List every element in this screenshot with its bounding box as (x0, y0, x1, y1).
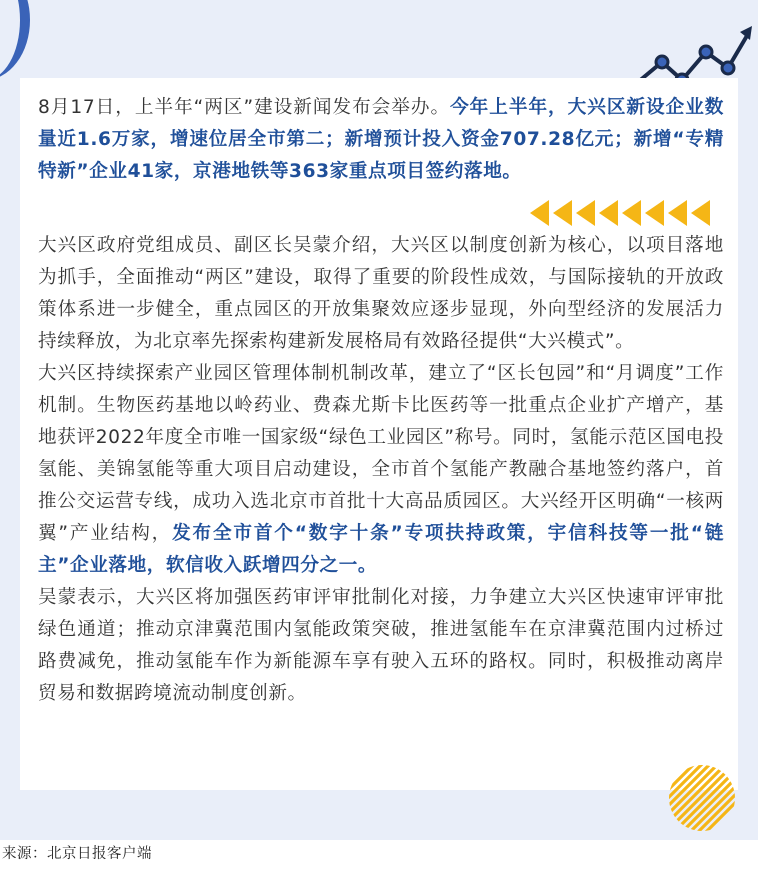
paragraph-2: 大兴区政府党组成员、副区长吴蒙介绍，大兴区以制度创新为核心，以项目落地为抓手，全面推动“两区”建设，取得了重要的阶段性成效，与国际接轨的开放政策体系进一步健全，重点园区的开放集聚效应逐步显现，外向型经济的发展活力持续释放，为北京率先探索构建新发展格局有效路径提供“大兴模式”。 (38, 235, 724, 352)
paragraph-3-highlight: 发布全市首个“数字十条”专项扶持政策，宇信科技等一批“链主”企业落地，软信收入跃增四分之一。 (38, 523, 724, 576)
left-arrow-icon (599, 200, 618, 226)
left-arrow-icon (668, 200, 687, 226)
article-body (38, 92, 724, 710)
left-arrow-icon (530, 200, 549, 226)
intro-text: 8月17日，上半年“两区”建设新闻发布会举办。 (38, 97, 451, 118)
left-arrow-icon (645, 200, 664, 226)
intro-highlight: 今年上半年，大兴区新设企业数量近1.6万家，增速位居全市第二；新增预计投入资金707.28亿元；新增“专精特新”企业41家，京港地铁等363家重点项目签约落地。 (38, 97, 725, 182)
left-arrow-icon (691, 200, 710, 226)
source-caption: 来源：北京日报客户端 (2, 846, 152, 862)
left-arrow-icon (622, 200, 641, 226)
paragraph-3 (38, 358, 724, 582)
paragraph-3-text: 大兴区持续探索产业园区管理体制机制改革，建立了“区长包园”和“月调度”工作机制。生物医药基地以岭药业、费森尤斯卡比医药等一批重点企业扩产增产，基地获评2022年度全市唯一国家级“绿色工业园区”称号。同时，氢能示范区国电投氢能、美锦氢能等重大项目启动建设，全市首个氢能产教融合基地签约落户，首推公交运营专线，成功入选北京市首批十大高品质园区。大兴经开区明确“一核两翼”产业结构， (38, 363, 724, 544)
left-arrow-icon (576, 200, 595, 226)
left-arrow-icon (553, 200, 572, 226)
arrow-decoration (38, 200, 724, 230)
paragraph-4: 吴蒙表示，大兴区将加强医药审评审批制化对接，力争建立大兴区快速审评审批绿色通道；推动京津冀范围内氢能政策突破，推进氢能车在京津冀范围内过桥过路费减免，推动氢能车作为新能源车享有驶入五环的路权。同时，积极推动离岸贸易和数据跨境流动制度创新。 (38, 587, 724, 704)
paragraph-intro (38, 92, 724, 188)
striped-circle-icon (666, 762, 738, 834)
